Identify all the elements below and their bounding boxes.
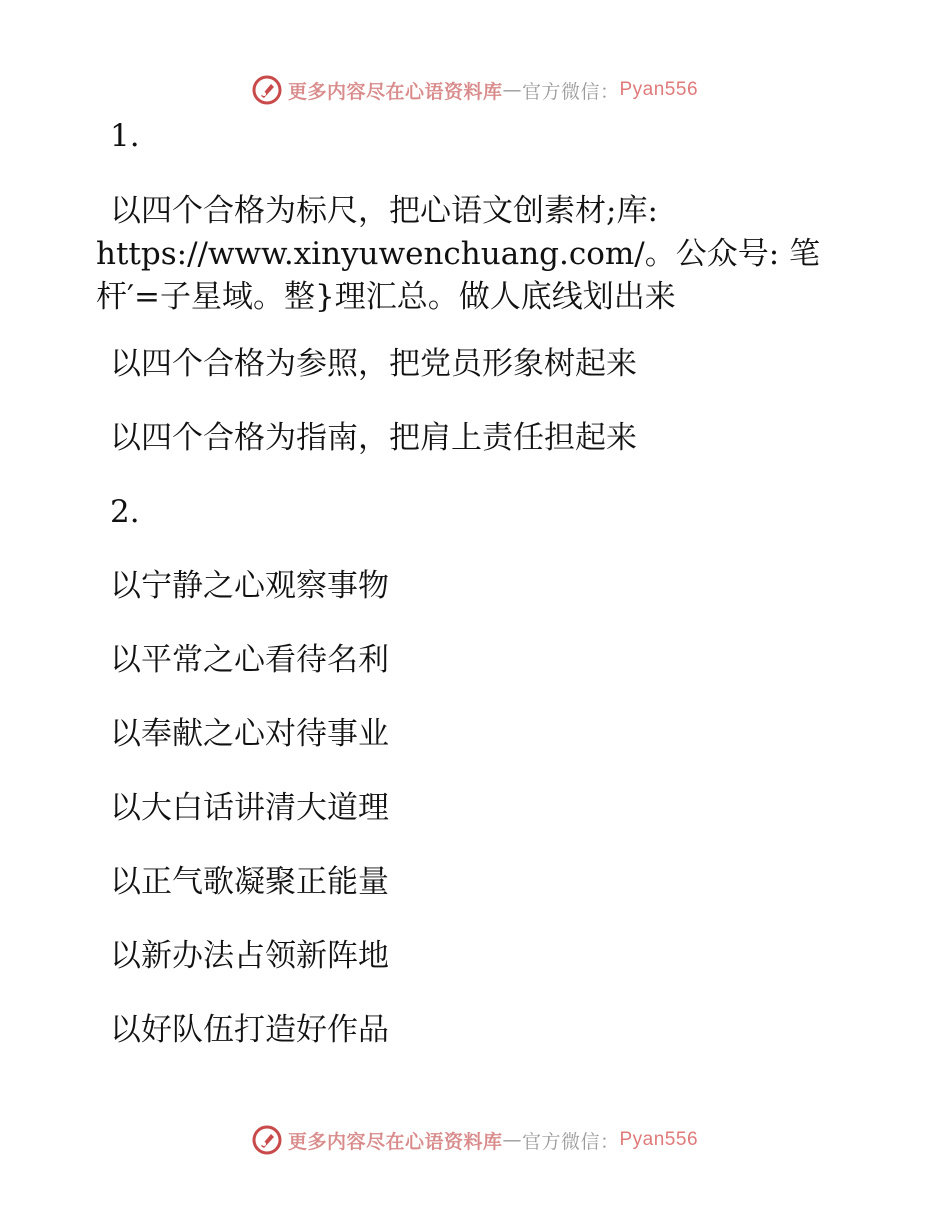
banner-wechat-id: Pyan556 <box>619 1129 699 1150</box>
banner-main-text: 更多内容尽在心语资料库 <box>287 80 503 103</box>
section-number-2: 2. <box>110 494 140 530</box>
footer-banner <box>0 1120 950 1160</box>
banner-main-text: 更多内容尽在心语资料库 <box>287 1130 503 1153</box>
section1-line-3: 杆′=子星域。整}理汇总。做人底线划出来 <box>96 279 676 315</box>
list-item: 以新办法占领新阵地 <box>110 938 389 974</box>
banner-wechat-label: 官方微信： <box>521 80 620 103</box>
pen-nib-logo-icon <box>252 75 282 105</box>
banner-wechat-id: Pyan556 <box>619 79 699 100</box>
banner-wechat-label: 官方微信： <box>521 1130 620 1153</box>
list-item: 以平常之心看待名利 <box>110 642 389 678</box>
pen-nib-logo-icon <box>252 1125 282 1155</box>
section1-line-5: 以四个合格为指南，把肩上责任担起来 <box>110 420 637 456</box>
list-item: 以大白话讲清大道理 <box>110 790 389 826</box>
list-item: 以宁静之心观察事物 <box>110 568 389 604</box>
list-item: 以奉献之心对待事业 <box>110 716 389 752</box>
section1-line-1: 以四个合格为标尺，把心语文创素材;库: <box>110 193 658 229</box>
banner-separator: — <box>502 79 522 101</box>
list-item: 以好队伍打造好作品 <box>110 1012 389 1048</box>
section-number-1: 1. <box>110 118 140 154</box>
section1-line-2: https://www.xinyuwenchuang.com/。公众号: 笔 <box>96 236 821 272</box>
document-body <box>96 118 856 1049</box>
banner-separator: — <box>502 1129 522 1151</box>
list-item: 以正气歌凝聚正能量 <box>110 864 389 900</box>
section1-line-4: 以四个合格为参照，把党员形象树起来 <box>110 346 637 382</box>
header-banner <box>0 70 950 110</box>
